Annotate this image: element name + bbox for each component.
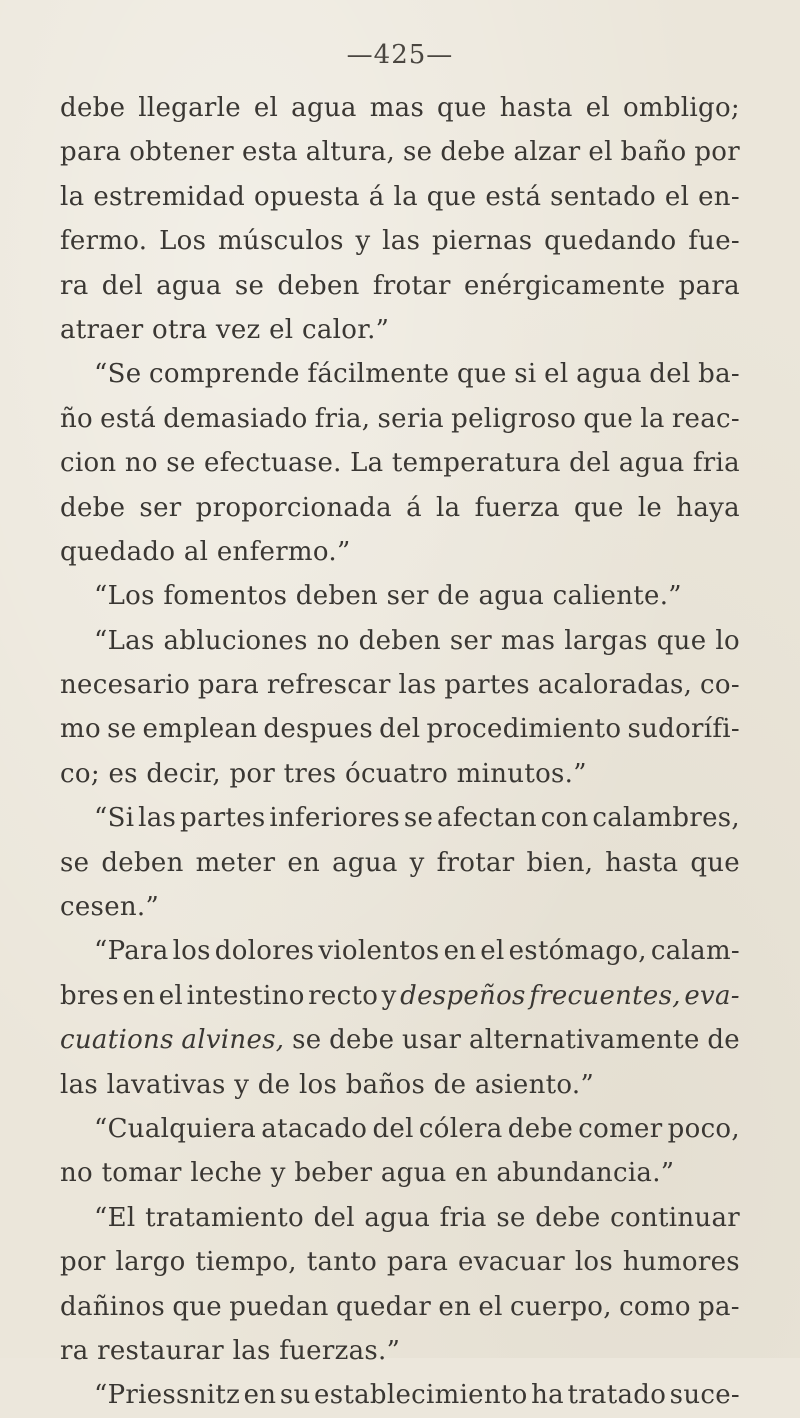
word: reac- [671,403,740,434]
text-line [60,397,740,441]
word: llegarle [138,93,241,123]
word: el [478,1291,503,1322]
word: el [253,93,279,123]
word: y [381,980,397,1011]
word: debe [329,1025,395,1056]
word: “Para [94,936,169,967]
word: se [496,1202,526,1233]
word: que [690,847,740,878]
word: el [544,359,569,390]
word: establecimiento [314,1380,528,1411]
word: ño [60,403,93,434]
word: lo [715,625,740,656]
word: demasiado [163,403,308,434]
word: intestino [186,980,305,1011]
text-line: “Los fomentos deben ser de agua caliente.” [94,581,682,612]
word: la [640,403,665,434]
word: temperatura [391,448,561,479]
word: deben [277,270,360,301]
word: calambres, [592,803,740,834]
word: estómago, [508,936,647,967]
text-line [60,796,740,840]
word: bien, [526,847,594,878]
text-line [60,1373,740,1417]
word: abluciones [163,625,308,656]
word: el [480,936,505,967]
word: “Priessnitz [94,1380,241,1411]
text-line [60,486,740,530]
word: ba- [698,359,740,390]
word: tanto [306,1247,378,1278]
word: si [514,359,537,390]
text-line [60,974,740,1018]
word: se [234,270,265,301]
word: en [122,980,156,1011]
word: en [243,1380,277,1411]
word: las [138,803,177,834]
word: que [437,93,487,123]
word: cuerpo, [510,1291,612,1322]
word: los [172,936,211,967]
word: frecuentes, [529,980,681,1011]
word: proporcionada [195,492,392,523]
word: debe [535,1202,601,1233]
word: alternativamente [468,1025,700,1056]
word: por [694,137,740,168]
word: largas [564,625,648,656]
word: para [678,270,740,301]
word: se [292,1025,322,1056]
word: no [316,625,350,656]
word: inferiores [269,803,401,834]
word: “Las [94,625,155,656]
word: pa- [698,1291,740,1322]
word: el [158,980,184,1011]
word: “Se [94,359,142,390]
word: en [438,1291,472,1322]
word: la [436,492,461,523]
word: peligroso [451,403,577,434]
word: alvines, [181,1025,285,1056]
word: efectuase. [204,448,342,479]
body-text [60,86,740,1418]
text-line [60,1107,740,1151]
word: del [649,359,691,390]
word: humores [622,1247,740,1278]
word: se [403,137,433,168]
word: los [574,1247,614,1278]
word: dolores [214,936,315,967]
word: sentado [550,181,656,212]
word: está [100,403,157,434]
word: evacuar [458,1247,565,1278]
word: por [60,1247,106,1278]
text-line: las lavativas y de los baños de asiento.” [60,1069,595,1100]
text-line: quedado al enfermo.” [60,536,351,567]
text-line [60,1018,740,1062]
word: mas [369,93,425,123]
word: que [583,403,634,434]
text-line [60,1196,740,1240]
word: “El [94,1202,136,1233]
text-line [60,663,740,707]
text-line: co; es decir, por tres ócuatro minutos.” [60,758,587,789]
word: bres [60,980,120,1011]
word: fria, [314,403,371,434]
word: fria [439,1202,487,1233]
word: y [409,847,425,878]
word: hasta [499,93,573,123]
word: fria [692,448,740,479]
word: ser [449,625,492,656]
word: que [656,625,707,656]
word: afectan [437,803,537,834]
word: en [443,936,477,967]
word: se [107,714,137,745]
word: refrescar [266,670,391,701]
word: puedan [229,1291,329,1322]
word: se [166,448,196,479]
word: suce- [669,1380,740,1411]
word: para [386,1247,449,1278]
word: partes [444,670,530,701]
word: obtener [129,137,235,168]
word: fuerza [474,492,560,523]
word: comprende [149,359,300,390]
text-line [60,352,740,396]
word: violentos [318,936,440,967]
word: debe [60,492,126,523]
word: en [287,847,321,878]
word: quedar [336,1291,432,1322]
word: usar [402,1025,462,1056]
word: del [569,448,611,479]
word: fermo. [60,226,148,257]
word: las [382,226,421,257]
page-number: —425— [346,40,454,70]
word: piernas [431,226,533,257]
word: ra [60,270,89,301]
word: atacado [261,1113,368,1144]
text-line [60,707,740,751]
word: fácilmente [307,359,450,390]
text-line [60,619,740,663]
word: baño [620,137,687,168]
word: de [707,1025,740,1056]
word: ha [531,1380,564,1411]
text-line [60,441,740,485]
word: Los [159,226,207,257]
word: tiempo, [195,1247,297,1278]
word: co- [700,670,740,701]
word: hasta [605,847,679,878]
word: mo [60,714,101,745]
word: del [101,270,143,301]
word: tratado [567,1380,667,1411]
word: agua [291,93,357,123]
word: no [124,448,158,479]
word: el [585,93,610,123]
word: comer [578,1113,663,1144]
word: haya [676,492,740,523]
word: procedimiento [426,714,622,745]
word: está [485,181,542,212]
word: fue- [688,226,740,257]
word: que [573,492,624,523]
text-line [60,86,740,130]
word: agua [576,359,642,390]
word: cion [60,448,117,479]
word: para [60,137,122,168]
word: enérgicamente [463,270,666,301]
word: debe [440,137,506,168]
word: La [350,448,384,479]
word: el [588,137,613,168]
word: que [426,181,477,212]
text-line: ra restaurar las fuerzas.” [60,1335,401,1366]
word: le [637,492,663,523]
word: quedando [544,226,677,257]
word: meter [195,847,276,878]
word: á [406,492,422,523]
word: calam- [650,936,740,967]
word: continuar [610,1202,740,1233]
word: tratamiento [145,1202,304,1233]
text-line [60,264,740,308]
text-line [60,1240,740,1284]
word: y [355,226,371,257]
word: acaloradas, [537,670,693,701]
word: las [398,670,437,701]
word: la [393,181,418,212]
word: cuations [60,1025,174,1056]
word: “Si [94,803,135,834]
word: agua [332,847,398,878]
word: se [403,803,434,834]
word: su [279,1380,311,1411]
text-line [60,219,740,263]
text-line [60,1285,740,1329]
word: largo [115,1247,186,1278]
text-line: atraer otra vez el calor.” [60,314,390,345]
word: á [368,181,385,212]
word: debe [507,1113,574,1144]
word: “Cualquiera [94,1113,257,1144]
word: mas [500,625,556,656]
word: poco, [667,1113,740,1144]
word: agua [156,270,222,301]
word: la [60,181,85,212]
word: despues [263,714,374,745]
word: del [313,1202,355,1233]
text-line [60,130,740,174]
word: dañinos [60,1291,166,1322]
text-line: no tomar leche y beber agua en abundancia.” [60,1158,675,1189]
text-line: cesen.” [60,892,160,923]
word: agua [618,448,685,479]
word: necesario [60,670,191,701]
word: del [372,1113,414,1144]
word: cólera [418,1113,503,1144]
word: opuesta [254,181,360,212]
word: del [379,714,421,745]
word: estremidad [93,181,246,212]
word: altura, [305,137,396,168]
text-line [60,841,740,885]
word: con [540,803,589,834]
word: eva- [684,980,740,1011]
word: partes [180,803,266,834]
word: deben [358,625,441,656]
word: despeños [400,980,526,1011]
word: que [456,359,507,390]
word: debe [60,93,126,123]
word: alzar [513,137,581,168]
word: seria [377,403,444,434]
word: ser [139,492,182,523]
word: esta [241,137,298,168]
word: en- [698,181,740,212]
word: que [172,1291,222,1322]
word: se [60,847,90,878]
word: deben [101,847,184,878]
word: ombligo; [622,93,740,123]
word: frotar [372,270,451,301]
text-line [60,175,740,219]
word: agua [364,1202,431,1233]
text-line [60,929,740,973]
word: frotar [436,847,515,878]
word: emplean [142,714,258,745]
word: músculos [217,226,344,257]
word: para [197,670,260,701]
word: recto [308,980,379,1011]
word: como [619,1291,691,1322]
word: sudorífi- [627,714,740,745]
word: el [664,181,690,212]
